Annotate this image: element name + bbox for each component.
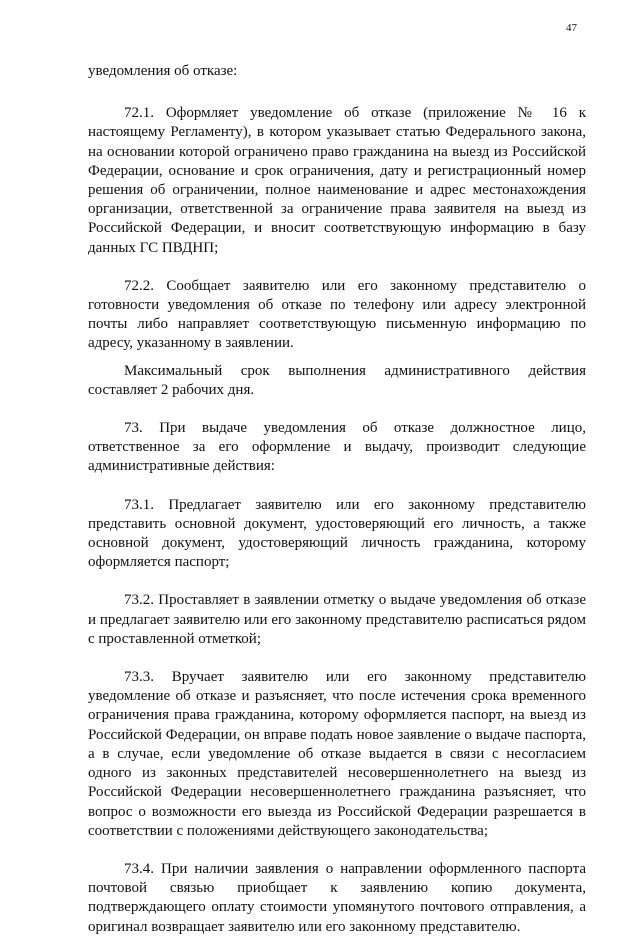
paragraph-73-1: 73.1. Предлагает заявителю или его законному представителю представить основной документ, удостоверяющий его личность, а также основной документ, удостоверяющий личность гражданина, которому оформляется паспорт; <box>88 496 586 571</box>
paragraph-72-2: 72.2. Сообщает заявителю или его законному представителю о готовности уведомления об отказе по телефону или адресу электронной почты либо направляет соответствующую письменную информацию по адресу, указанному в заявлении. <box>88 277 586 352</box>
paragraph-intro: уведомления об отказе: <box>88 63 238 79</box>
paragraph-max-term: Максимальный срок выполнения административного действия составляет 2 рабочих дня. <box>88 362 586 398</box>
page-number: 47 <box>566 22 577 34</box>
paragraph-73-4: 73.4. При наличии заявления о направлении оформленного паспорта почтовой связью приобщает к заявлению копию документа, подтверждающего оплату стоимости упомянутого почтового отправления, а оригинал возвращает заявителю или его законному представителю. <box>88 860 586 935</box>
paragraph-73: 73. При выдаче уведомления об отказе должностное лицо, ответственное за его оформление и выдачу, производит следующие административные действия: <box>88 420 586 475</box>
paragraph-73-2: 73.2. Проставляет в заявлении отметку о выдаче уведомления об отказе и предлагает заявителю или его законному представителю расписаться рядом с проставленной отметкой; <box>88 592 586 647</box>
paragraph-73-3: 73.3. Вручает заявителю или его законному представителю уведомление об отказе и разъясняет, что после истечения срока временного ограничения права гражданина, которому оформляется паспорт, на выезд из Российской Федерации, он вправе подать новое заявление о выдаче паспорта, а в случае, если уведомление об отказе выдается в связи с несогласием одного из законных представителей несовершеннолетнего на выезд из Российской Федерации несовершеннолетнего гражданина разъясняет, что вопрос о возможности его выезда из Российской Федерации разрешается в соответствии с положениями действующего законодательства; <box>88 669 586 839</box>
paragraph-72-1: 72.1. Оформляет уведомление об отказе (приложение № 16 к настоящему Регламенту), в котором указывает статью Федерального закона, на основании которой ограничено право гражданина на выезд из Российской Федерации, основание и срок ограничения, дату и регистрационный номер решения об ограничении, полное наименование и адрес местонахождения организации, ответственной за ограничение права заявителя на выезд из Российской Федерации, и вносит соответствующую информацию в базу данных ГС ПВДНП; <box>88 105 586 256</box>
document-body <box>88 62 586 937</box>
